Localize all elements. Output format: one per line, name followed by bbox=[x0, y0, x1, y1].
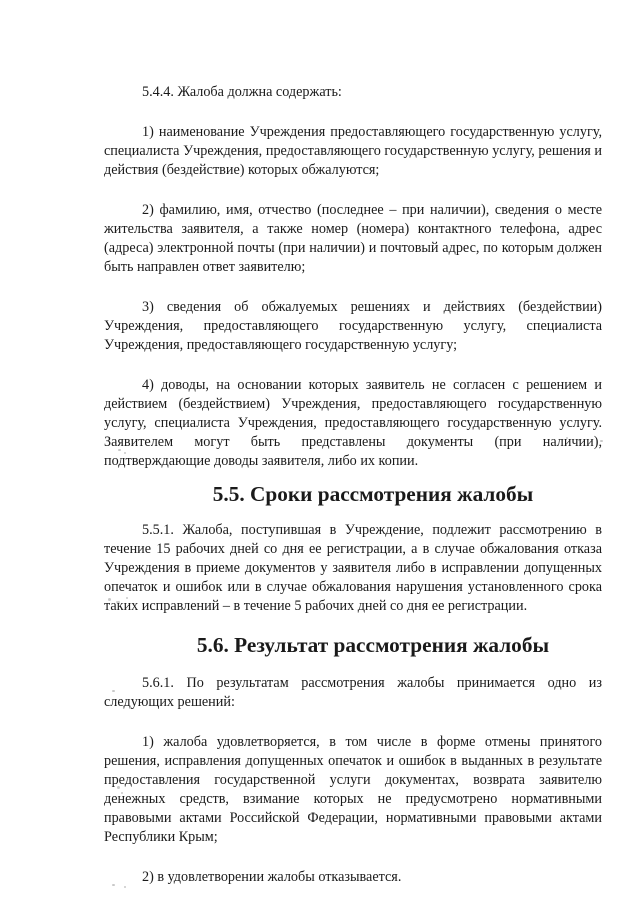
paragraph-5-4-4-item-3: 3) сведения об обжалуемых решениях и действиях (бездействии) Учреждения, предоставляющего государственную услугу, специалиста Учреждения, предоставляющего государственную услугу; bbox=[104, 299, 602, 353]
paragraph-5-6-1-item-2: 2) в удовлетворении жалобы отказывается. bbox=[142, 869, 402, 885]
paragraph-5-6-1: 5.6.1. По результатам рассмотрения жалобы принимается одно из следующих решений: bbox=[104, 675, 602, 710]
paragraph-5-4-4-item-1: 1) наименование Учреждения предоставляющего государственную услугу, специалиста Учреждения, предоставляющего государственную услугу, решения и действия (бездействие) которых обжалуются; bbox=[104, 124, 602, 178]
section-heading-5-6: 5.6. Результат рассмотрения жалобы bbox=[196, 633, 550, 657]
paragraph-5-4-4: 5.4.4. Жалоба должна содержать: bbox=[142, 84, 342, 100]
paragraph-5-5-1: 5.5.1. Жалоба, поступившая в Учреждение, подлежит рассмотрению в течение 15 рабочих дней со дня ее регистрации, а в случае обжалования отказа Учреждения в приеме документов у заявителя либо в исправлении допущенных опечаток и ошибок или в случае обжалования нарушения установленного срока таких исправлений – в течение 5 рабочих дней со дня ее регистрации. bbox=[104, 522, 602, 614]
document-body bbox=[104, 83, 602, 908]
paragraph-5-6-1-item-1: 1) жалоба удовлетворяется, в том числе в форме отмены принятого решения, исправления допущенных опечаток и ошибок в выданных в результате предоставления государственной услуги документах, возврата заявителю денежных средств, взимание которых не предусмотрено нормативными правовыми актами Российской Федерации, нормативными правовыми актами Республики Крым; bbox=[104, 734, 602, 845]
paragraph-5-4-4-item-4: 4) доводы, на основании которых заявитель не согласен с решением и действием (бездействием) Учреждения, предоставляющего государственную услугу, специалиста Учреждения, предоставляющего государственную услугу. Заявителем могут быть представлены документы (при наличии), подтверждающие доводы заявителя, либо их копии. bbox=[104, 377, 602, 469]
section-heading-5-5: 5.5. Сроки рассмотрения жалобы bbox=[212, 482, 534, 506]
paragraph-5-4-4-item-2: 2) фамилию, имя, отчество (последнее – при наличии), сведения о месте жительства заявителя, а также номер (номера) контактного телефона, адрес (адреса) электронной почты (при наличии) и почтовый адрес, по которым должен быть направлен ответ заявителю; bbox=[104, 202, 602, 275]
